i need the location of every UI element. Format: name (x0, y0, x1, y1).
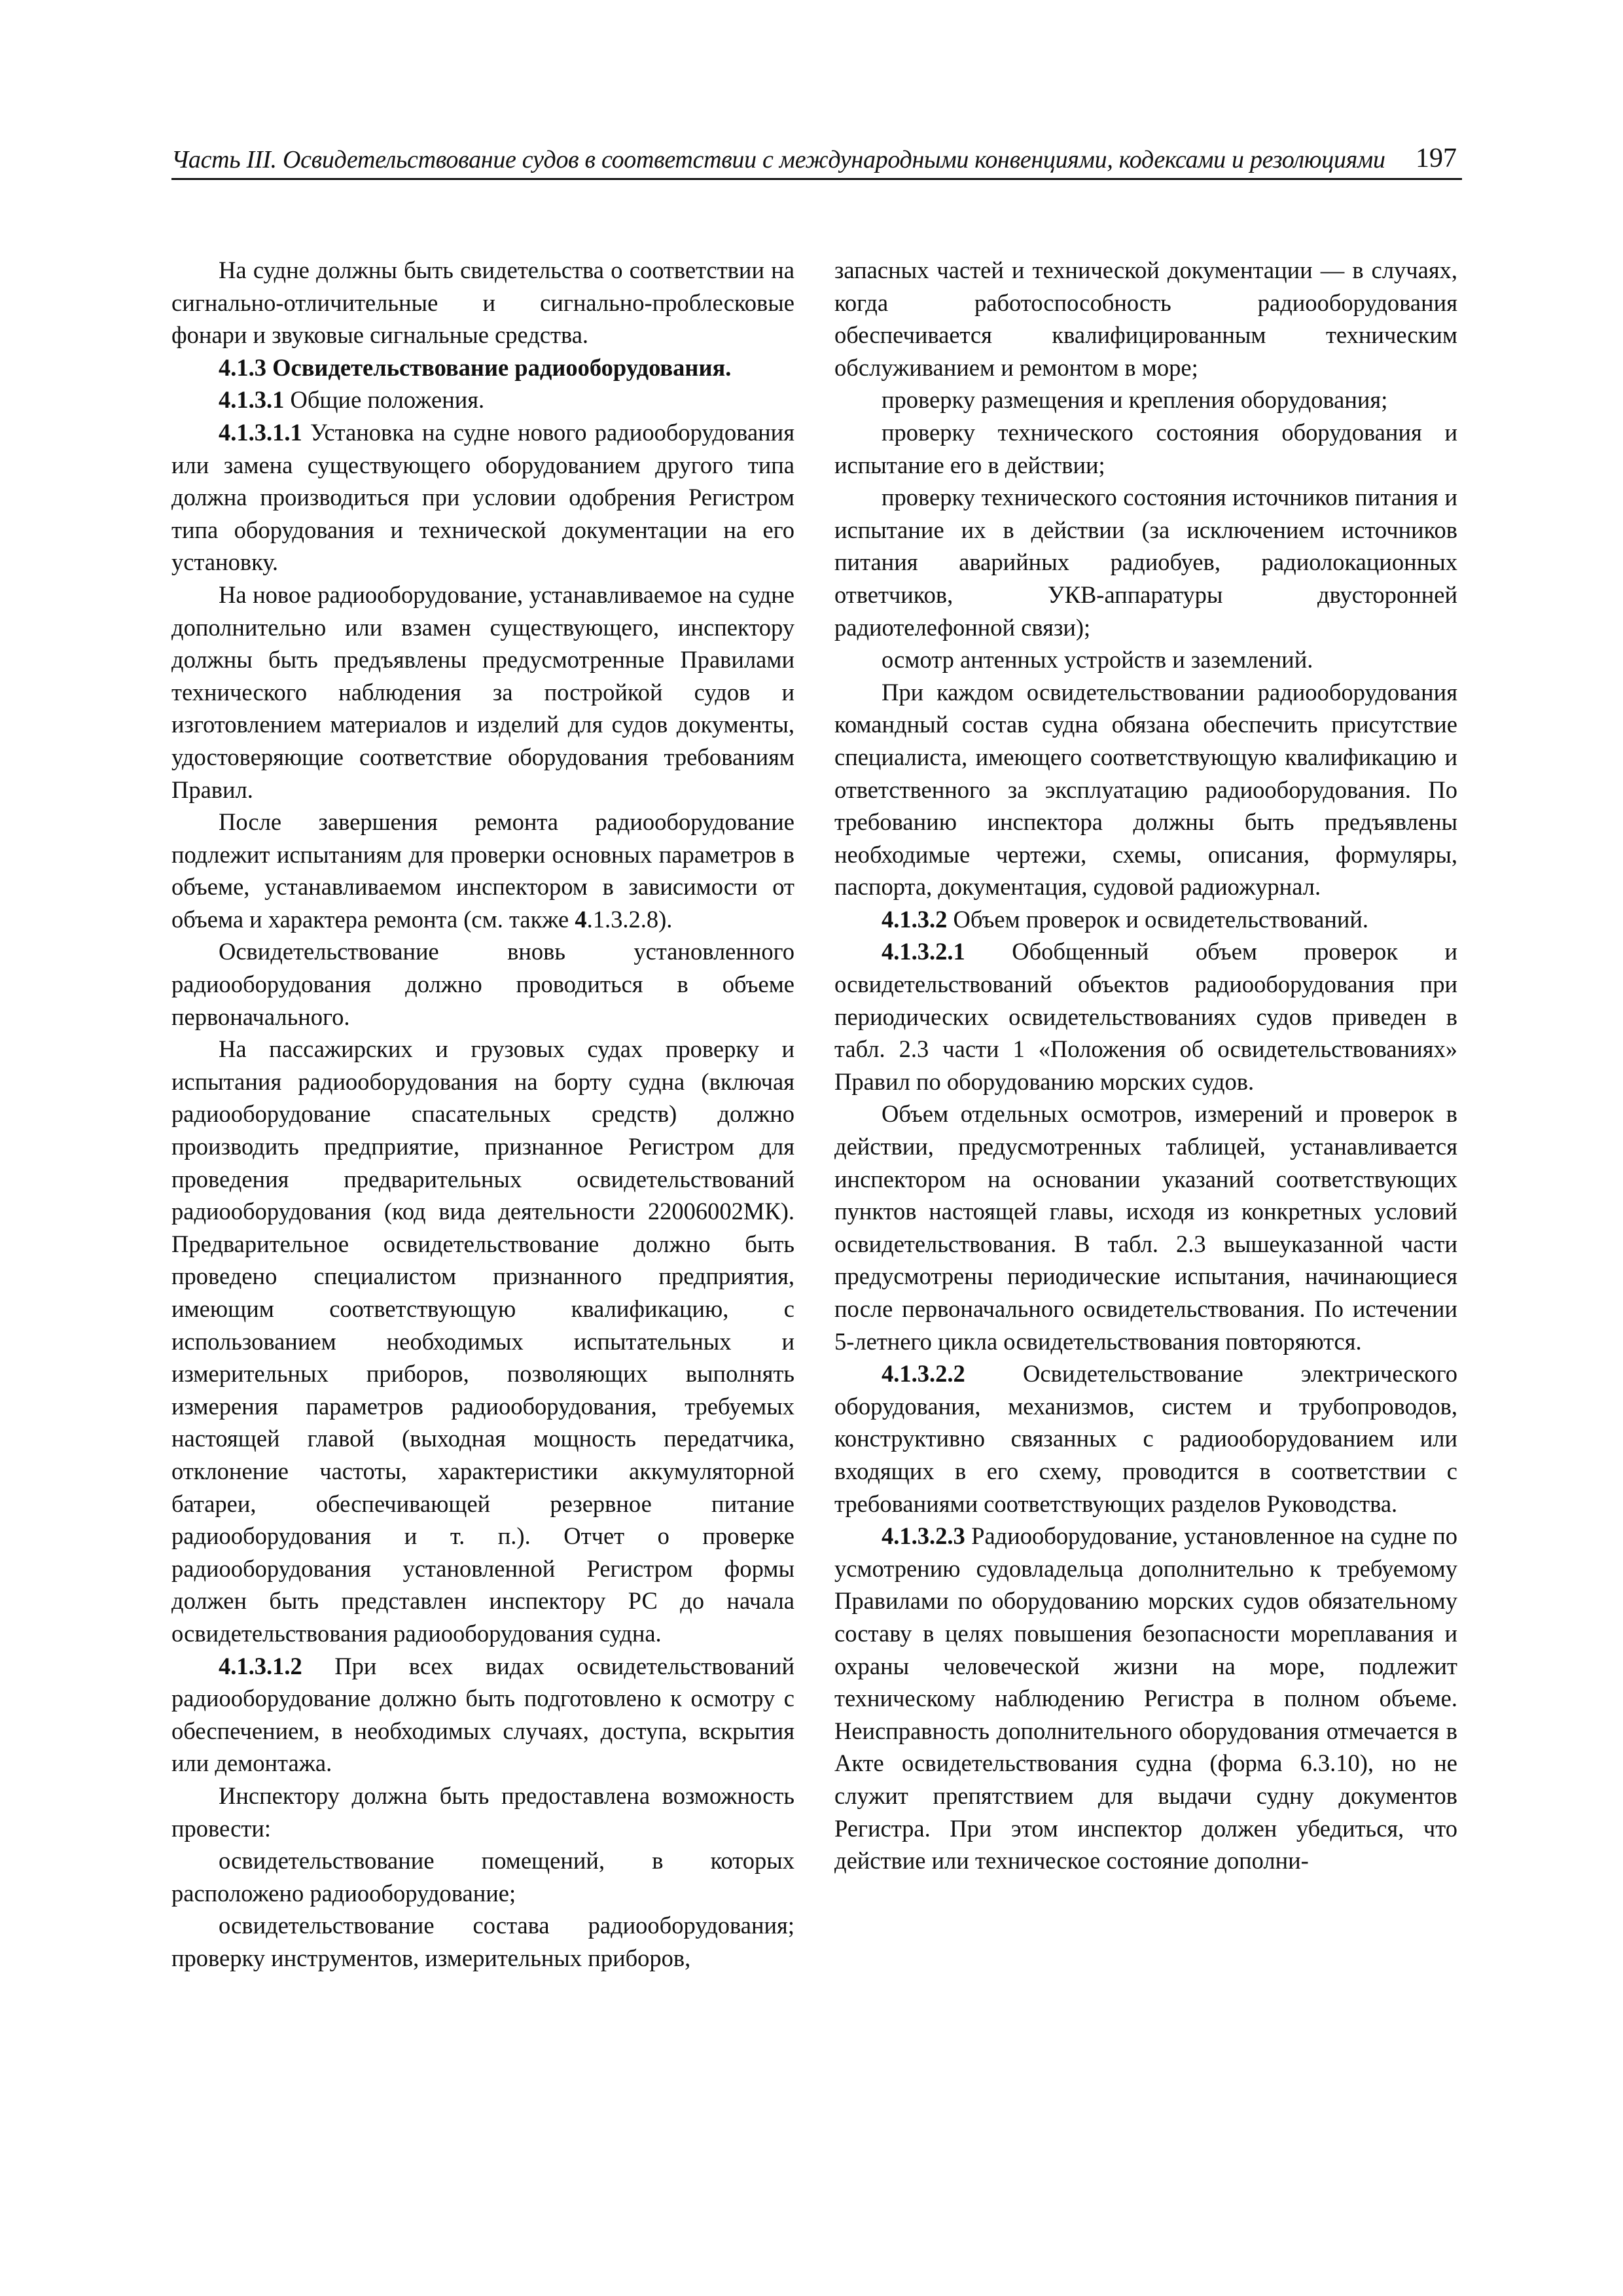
paragraph-text: Обобщенный объем проверок и освидетельствований объектов радиооборудования при периодических освидетельствованиях судов приведен в табл. 2.3 части 1 «Положения об освидетельствованиях» Правил по оборудованию морских судов. (834, 938, 1457, 1095)
paragraph (171, 1650, 794, 1780)
list-item: осмотр антенных устройств и заземлений. (882, 646, 1313, 673)
paragraph: Освидетельствование вновь установленного радиооборудования должно проводиться в объеме первоначального. (171, 938, 794, 1030)
reference-bold: 4 (575, 905, 587, 933)
clause-number: 4.1.3.2.1 (882, 938, 965, 965)
paragraph: На пассажирских и грузовых судах проверку и испытания радиооборудования на борту судна (включая радиооборудование спасательных средств) должно производить предприятие, признанное Регистром для проведения предварительных освидетельствований радиооборудования (код вида деятельности 22006002МК). Предварительное освидетельствование должно быть проведено специалистом признанного предприятия, имеющим соответствующую квалификацию, с использованием необходимых испытательных и измерительных приборов, позволяющих выполнять измерения параметров радиооборудования, требуемых настоящей главой (выходная мощность передатчика, отклонение частоты, характеристики аккумуляторной батареи, обеспечивающей резервное питание радиооборудования и т. п.). Отчет о проверке радиооборудования установленной Регистром формы должен быть представлен инспектору РС до начала освидетельствования радиооборудования судна. (171, 1035, 794, 1647)
left-column (171, 254, 794, 1974)
paragraph: Объем отдельных осмотров, измерений и проверок в действии, предусмотренных таблицей, устанавливается инспектором на основании указаний соответствующих пунктов настоящей главы, исходя из конкретных условий освидетельствования. В табл. 2.3 вышеуказанной части предусмотрены периодические испытания, начинающиеся после первоначального освидетельствования. По истечении 5-летнего цикла освидетельствования повторяются. (834, 1100, 1457, 1355)
paragraph (834, 903, 1457, 936)
list-item: проверку технического состояния оборудования и испытание его в действии; (834, 418, 1457, 478)
paragraph: При каждом освидетельствовании радиооборудования командный состав судна обязана обеспечить присутствие специалиста, имеющего соответствующую квалификацию и ответственного за эксплуатацию радиооборудования. По требованию инспектора должны быть предъявлены необходимые чертежи, схемы, описания, формуляры, паспорта, документация, судовой радиожурнал. (834, 678, 1457, 901)
right-column (834, 254, 1457, 1877)
list-item: освидетельствование помещений, в которых расположено радиооборудование; (171, 1847, 794, 1907)
paragraph (834, 1520, 1457, 1877)
paragraph-text: Освидетельствование электрического оборудования, механизмов, систем и трубопроводов, конструктивно связанных с радиооборудованием или входящих в его схему, проводится в соответствии с требованиями соответствующих разделов Руководства. (834, 1360, 1457, 1517)
paragraph (171, 806, 794, 935)
paragraph (834, 935, 1457, 1098)
section-heading: 4.1.3 Освидетельствование радиооборудования. (219, 353, 732, 381)
paragraph-text: Общие положения. (284, 386, 485, 414)
list-item: проверку технического состояния источников питания и испытание их в действии (за исключением источников питания аварийных радиобуев, радиолокационных ответчиков, УКВ-аппаратуры двусторонней радиотелефонной связи); (834, 484, 1457, 641)
clause-number: 4.1.3.1 (219, 386, 285, 414)
clause-number: 4.1.3.1.2 (219, 1652, 302, 1679)
running-header (171, 139, 1462, 180)
clause-number: 4.1.3.2.2 (882, 1360, 965, 1388)
clause-number: 4.1.3.1.1 (219, 418, 302, 446)
list-item: освидетельствование состава радиооборудования; проверку инструментов, измерительных приборов, (171, 1912, 794, 1971)
paragraph: На судне должны быть свидетельства о соответствии на сигнально-отличительные и сигнально-проблесковые фонари и звуковые сигнальные средства. (171, 257, 794, 349)
paragraph: Инспектору должна быть предоставлена возможность провести: (171, 1782, 794, 1842)
clause-number: 4.1.3.2.3 (882, 1522, 965, 1550)
paragraph-text: Радиооборудование, установленное на судне по усмотрению судовладельца дополнительно к требуемому Правилами по оборудованию морских судов обязательному составу в целях повышения безопасности мореплавания и охраны человеческой жизни на море, подлежит техническому наблюдению Регистра в полном объеме. Неисправность дополнительного оборудования отмечается в Акте освидетельствования судна (форма 6.3.10), но не служит препятствием для выдачи судну документов Регистра. При этом инспектор должен убедиться, что действие или техническое состояние дополни- (834, 1522, 1457, 1874)
paragraph-text: .1.3.2.8). (586, 905, 673, 933)
paragraph-text: При всех видах освидетельствований радиооборудование должно быть подготовлено к осмотру с обеспечением, в необходимых случаях, доступа, вскрытия или демонтажа. (171, 1652, 794, 1777)
paragraph (171, 384, 794, 416)
paragraph-text: Объем проверок и освидетельствований. (947, 905, 1369, 933)
page-number: 197 (1416, 143, 1457, 173)
header-title: Часть III. Освидетельствование судов в соответствии с международными конвенциями, кодексами и резолюциями (171, 146, 1385, 173)
paragraph (834, 1357, 1457, 1520)
paragraph (171, 416, 794, 579)
clause-number: 4.1.3.2 (882, 905, 948, 933)
paragraph-text: Установка на судне нового радиооборудования или замена существующего оборудованием другого типа должна производиться при условии одобрения Регистром типа оборудования и технической документации на его установку. (171, 418, 794, 576)
paragraph-text: После завершения ремонта радиооборудование подлежит испытаниям для проверки основных параметров в объеме, устанавливаемом инспектором в зависимости от объема и характера ремонта (см. также (171, 808, 794, 933)
list-item: проверку размещения и крепления оборудования; (882, 386, 1388, 414)
paragraph: На новое радиооборудование, устанавливаемое на судне дополнительно или взамен существующего, инспектору должны быть предъявлены предусмотренные Правилами технического наблюдения за постройкой судов и изготовлением материалов и изделий для судов документы, удостоверяющие соответствие оборудования требованиям Правил. (171, 581, 794, 803)
paragraph-continuation: запасных частей и технической документации — в случаях, когда работоспособность радиооборудования обеспечивается квалифицированным техническим обслуживанием и ремонтом в море; (834, 257, 1457, 381)
